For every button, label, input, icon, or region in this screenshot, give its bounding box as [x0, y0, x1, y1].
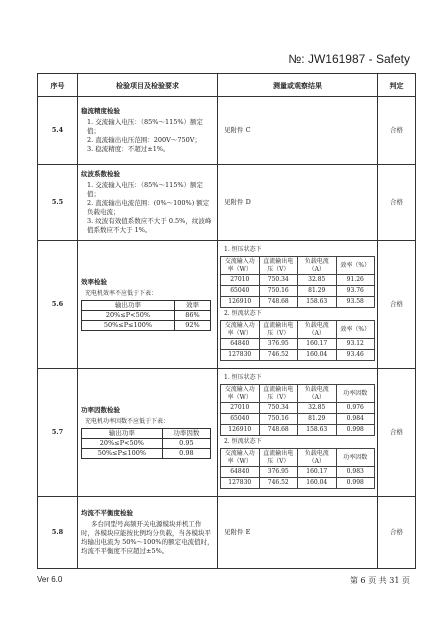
req-header: 输出功率 — [82, 429, 163, 439]
data-cell: 32.85 — [298, 403, 337, 414]
state-caption: 2. 恒流状态下 — [224, 310, 262, 317]
data-cell: 158.63 — [298, 425, 337, 436]
row-number: 5.5 — [38, 165, 78, 241]
data-cell: 65040 — [221, 286, 260, 297]
req-header: 功率因数 — [162, 429, 210, 439]
data-cell: 27010 — [221, 403, 260, 414]
data-cell: 127830 — [221, 350, 260, 361]
measurement-table — [220, 256, 375, 308]
state-caption: 2. 恒流状态下 — [224, 438, 262, 445]
result-cell: 见附件 E — [218, 497, 378, 569]
item-line: 1. 交流输入电压：（85%～115%）额定值； — [87, 181, 204, 198]
item-line: 2. 直流输出电压范围：200V～750V； — [87, 136, 201, 144]
data-cell: 750.16 — [259, 414, 298, 425]
data-cell: 160.04 — [298, 478, 337, 489]
item-cell — [78, 241, 218, 369]
data-cell: 0.976 — [336, 403, 375, 414]
measurement-table — [220, 448, 375, 489]
header-item: 检验项目及检验要求 — [78, 74, 218, 97]
data-cell: 93.58 — [336, 297, 375, 308]
col-header: 交流输入功率（W） — [221, 385, 260, 403]
data-cell: 64840 — [221, 467, 260, 478]
result-cell: 见附件 C — [218, 97, 378, 165]
verdict-cell: 合格 — [378, 97, 416, 165]
req-cell: 0.95 — [162, 439, 210, 449]
table-row — [38, 497, 416, 569]
table-row — [38, 165, 416, 241]
data-cell: 750.16 — [259, 286, 298, 297]
data-cell: 158.63 — [298, 297, 337, 308]
table-row — [38, 369, 416, 497]
col-header: 负载电流（A） — [298, 257, 337, 275]
req-header: 效率 — [174, 301, 210, 311]
req-cell: 92% — [174, 321, 210, 331]
col-header: 直流输出电压（V） — [259, 385, 298, 403]
req-cell: 20%≤P<50% — [82, 311, 175, 321]
data-cell: 81.29 — [298, 286, 337, 297]
data-cell: 65040 — [221, 414, 260, 425]
requirement-table — [81, 428, 211, 459]
version-label: Ver 6.0 — [37, 575, 63, 584]
data-cell: 126910 — [221, 297, 260, 308]
col-header: 直流输出电压（V） — [259, 321, 298, 339]
item-paragraph: 多台同型号高频开关电源模块并机工作时，各模块应能按比例均分负载，当各模块平均输出电流为 50%～100%的额定电流值时，均流不平衡度不应超过±5%。 — [81, 520, 214, 555]
verdict-cell: 合格 — [378, 165, 416, 241]
data-cell: 376.95 — [259, 467, 298, 478]
data-cell: 93.46 — [336, 350, 375, 361]
result-cell — [218, 369, 378, 497]
col-header: 负载电流（A） — [298, 449, 337, 467]
data-cell: 0.983 — [336, 467, 375, 478]
row-number: 5.4 — [38, 97, 78, 165]
item-line: 3. 纹波有效值系数应不大于 0.5%，纹波峰值系数应不大于 1%。 — [87, 217, 212, 234]
data-cell: 750.34 — [259, 403, 298, 414]
measurement-table — [220, 384, 375, 436]
data-cell: 127830 — [221, 478, 260, 489]
data-cell: 93.76 — [336, 286, 375, 297]
data-cell: 160.04 — [298, 350, 337, 361]
data-cell: 750.34 — [259, 275, 298, 286]
col-header: 直流输出电压（V） — [259, 257, 298, 275]
result-cell: 见附件 D — [218, 165, 378, 241]
col-header: 交流输入功率（W） — [221, 257, 260, 275]
item-title: 纹波系数检验 — [81, 170, 120, 178]
requirement-text: 充电机效率不应低于下表： — [85, 290, 158, 297]
data-cell: 160.17 — [298, 467, 337, 478]
req-cell: 86% — [174, 311, 210, 321]
req-header: 输出功率 — [82, 301, 175, 311]
verdict-cell: 合格 — [378, 369, 416, 497]
table-row — [38, 241, 416, 369]
data-cell: 746.52 — [259, 478, 298, 489]
item-cell — [78, 369, 218, 497]
data-cell: 746.52 — [259, 350, 298, 361]
table-row — [38, 97, 416, 165]
row-number: 5.8 — [38, 497, 78, 569]
data-cell: 64840 — [221, 339, 260, 350]
verdict-cell: 合格 — [378, 497, 416, 569]
header-result: 测量或观察结果 — [218, 74, 378, 97]
requirement-table — [81, 300, 211, 331]
data-cell: 126910 — [221, 425, 260, 436]
data-cell: 160.17 — [298, 339, 337, 350]
verdict-cell: 合格 — [378, 241, 416, 369]
requirement-text: 充电机功率因数不应低于下表： — [85, 418, 170, 425]
item-line: 1. 交流输入电压：（85%～115%）额定值； — [87, 118, 204, 135]
data-cell: 0.998 — [336, 478, 375, 489]
state-caption: 1. 恒压状态下 — [224, 374, 262, 381]
data-cell: 32.85 — [298, 275, 337, 286]
col-header: 交流输入功率（W） — [221, 321, 260, 339]
data-cell: 81.29 — [298, 414, 337, 425]
inspection-table — [37, 73, 416, 569]
row-number: 5.7 — [38, 369, 78, 497]
item-title: 效率检验 — [81, 278, 107, 286]
item-title: 均流不平衡度检验 — [81, 509, 133, 517]
col-header: 负载电流（A） — [298, 321, 337, 339]
item-cell — [78, 497, 218, 569]
header-no: 序号 — [38, 74, 78, 97]
req-cell: 50%≤P≤100% — [82, 449, 163, 459]
item-cell — [78, 97, 218, 165]
item-cell — [78, 165, 218, 241]
item-line: 3. 稳流精度：不超过±1%。 — [87, 145, 170, 153]
data-cell: 0.984 — [336, 414, 375, 425]
req-cell: 0.98 — [162, 449, 210, 459]
data-cell: 91.26 — [336, 275, 375, 286]
data-cell: 748.68 — [259, 297, 298, 308]
col-header: 直流输出电压（V） — [259, 449, 298, 467]
table-header-row — [38, 74, 416, 97]
req-cell: 50%≤P≤100% — [82, 321, 175, 331]
col-header: 负载电流（A） — [298, 385, 337, 403]
document-number: №: JW161987 - Safety — [288, 52, 410, 66]
col-header: 交流输入功率（W） — [221, 449, 260, 467]
col-header: 功率因数 — [336, 385, 375, 403]
col-header: 功率因数 — [336, 449, 375, 467]
item-title: 稳流精度检验 — [81, 107, 120, 115]
col-header: 效率（%） — [336, 257, 375, 275]
page-number: 第 6 页 共 31 页 — [350, 576, 410, 585]
item-line: 2. 直流输出电流范围：(0%～100%) 额定负载电流； — [87, 199, 210, 216]
req-cell: 20%≤P<50% — [82, 439, 163, 449]
data-cell: 27010 — [221, 275, 260, 286]
data-cell: 748.68 — [259, 425, 298, 436]
data-cell: 0.998 — [336, 425, 375, 436]
row-number: 5.6 — [38, 241, 78, 369]
item-title: 功率因数检验 — [81, 406, 120, 414]
data-cell: 93.12 — [336, 339, 375, 350]
state-caption: 1. 恒压状态下 — [224, 246, 262, 253]
measurement-table — [220, 320, 375, 361]
result-cell — [218, 241, 378, 369]
data-cell: 376.95 — [259, 339, 298, 350]
col-header: 效率（%） — [336, 321, 375, 339]
header-verdict: 判定 — [378, 74, 416, 97]
